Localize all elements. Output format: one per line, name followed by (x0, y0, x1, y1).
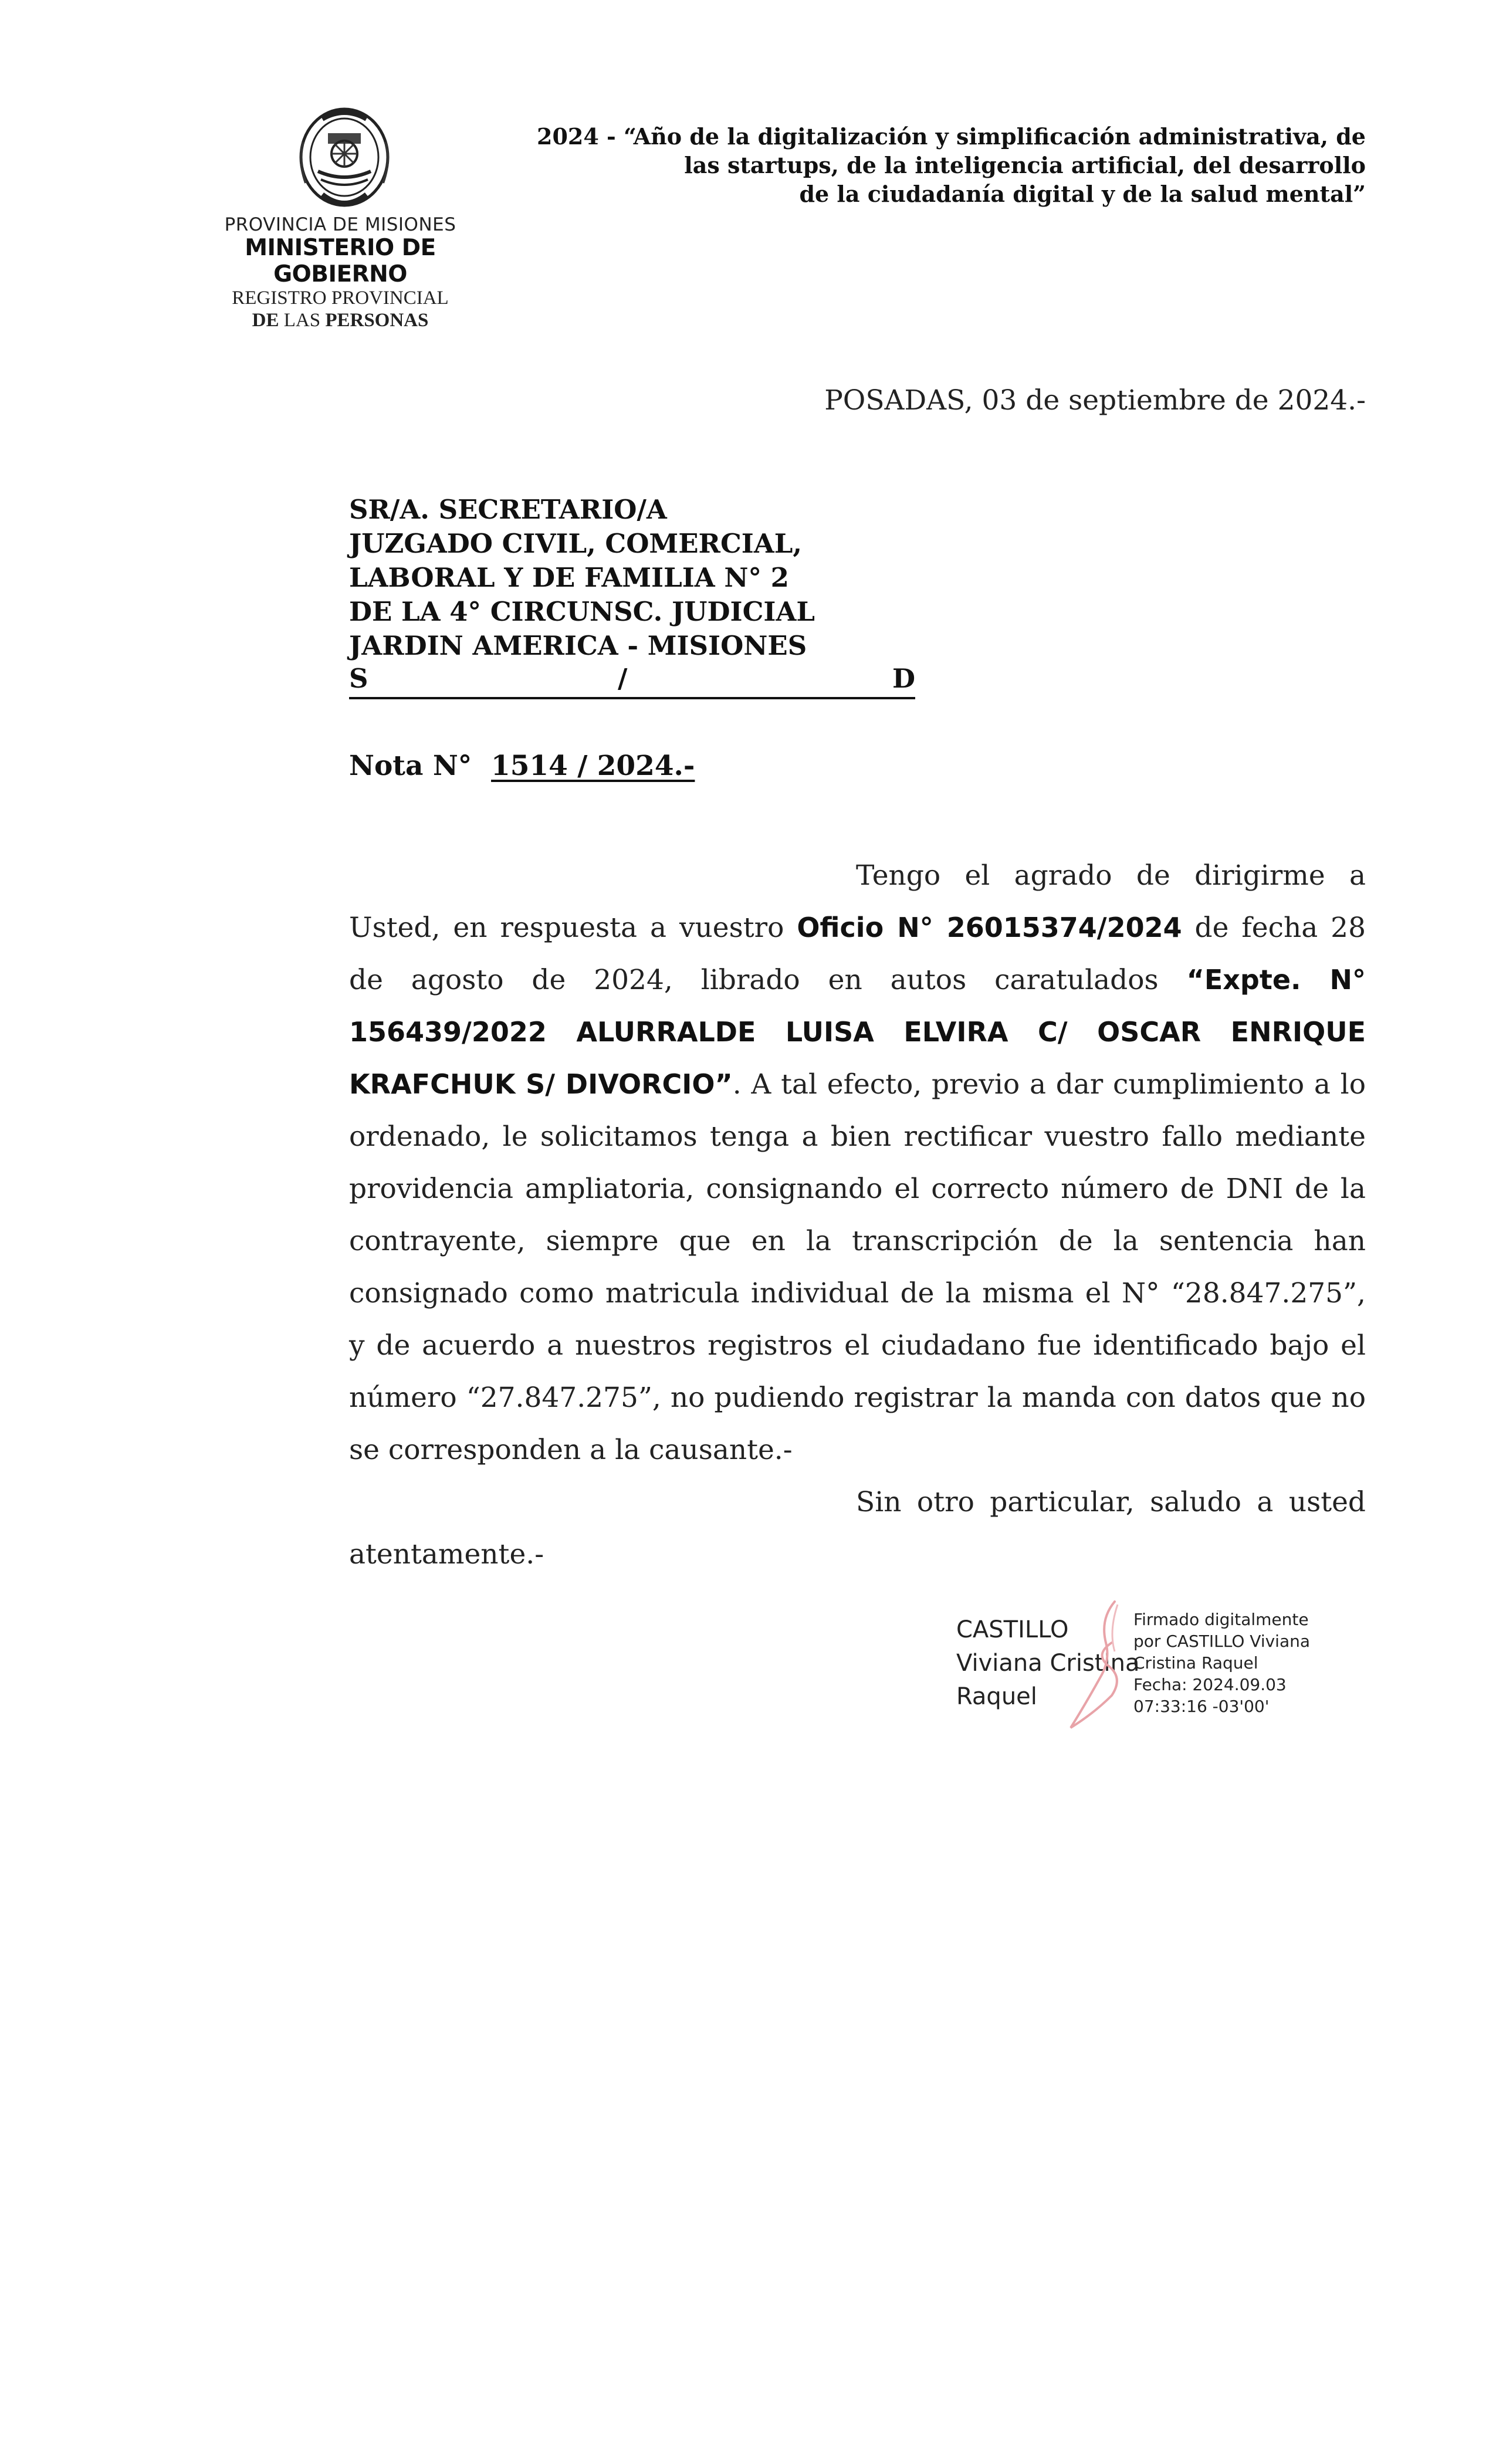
note-value: 1514 / 2024.- (491, 750, 695, 782)
sd-s: S (349, 663, 368, 694)
signer-name-line: Raquel (956, 1683, 1037, 1710)
addressee-line: JARDIN AMERICA - MISIONES (349, 630, 807, 661)
motto-line: de la ciudadanía digital y de la salud mental” (799, 181, 1366, 207)
body-paragraph-2: Sin otro particular, saludo a usted atentamente.- (349, 1486, 1366, 1571)
provincial-seal-icon (286, 101, 403, 218)
registry-line-1: REGISTRO PROVINCIAL (232, 287, 449, 309)
sd-line (349, 663, 915, 699)
registry-line-2-c: PERSONAS (325, 310, 429, 331)
sig-info-line: Cristina Raquel (1133, 1653, 1258, 1673)
registry-line-2 (194, 310, 487, 331)
addressee-line: LABORAL Y DE FAMILIA N° 2 (349, 562, 789, 593)
addressee-line: SR/A. SECRETARIO/A (349, 494, 667, 525)
addressee-line: DE LA 4° CIRCUNSC. JUDICIAL (349, 596, 815, 627)
sd-slash: / (618, 663, 628, 694)
body-text: . A tal efecto, previo a dar cumplimiento a lo ordenado, le solicitamos tenga a bien rectificar vuestro fallo mediante providencia ampliatoria, consignando el correcto número de DNI de la contrayente, siempre que en la transcripción de la sentencia han consignado como matricula individual de la misma el N° “28.847.275”, y de acuerdo a nuestros registros el ciudadano fue identificado bajo el número “27.847.275”, no pudiendo registrar la manda con datos que no se corresponden a la causante.- (349, 1068, 1366, 1466)
signer-name-line: Viviana Cristina (956, 1650, 1140, 1677)
sig-info-line: Firmado digitalmente (1133, 1610, 1309, 1629)
org-line-ministry: MINISTERIO DE GOBIERNO (245, 235, 436, 287)
date-line: POSADAS, 03 de septiembre de 2024.- (824, 384, 1366, 417)
oficio-number: Oficio N° 26015374/2024 (797, 912, 1182, 943)
body-text: Tengo el agrado de dirigirme a Usted, en respuesta a vuestro (349, 859, 1366, 944)
motto-line: las startups, de la inteligencia artificial, del desarrollo (684, 152, 1366, 178)
addressee-line: JUZGADO CIVIL, COMERCIAL, (349, 528, 803, 559)
case-caption: “Expte. N° 156439/2022 ALURRALDE LUISA ELVIRA C/ OSCAR ENRIQUE KRAFCHUK S/ DIVORCIO” (349, 964, 1366, 1100)
body-paragraph-1 (349, 849, 1366, 1476)
letter-body (349, 849, 1366, 1580)
body-text: de fecha 28 de agosto de 2024, librado en autos caratulados (349, 912, 1366, 996)
note-label: Nota N° (349, 750, 472, 782)
sig-info-line: Fecha: 2024.09.03 (1133, 1675, 1287, 1694)
note-number (349, 750, 936, 782)
motto-line: 2024 - “Año de la digitalización y simplificación administrativa, de (537, 123, 1366, 150)
sig-info-line: por CASTILLO Viviana (1133, 1632, 1311, 1651)
digital-signature-info (1133, 1609, 1368, 1717)
signer-name-line: CASTILLO (956, 1616, 1069, 1643)
registry-line-2-a: DE (252, 310, 279, 331)
signature-flourish-icon (1059, 1596, 1135, 1737)
sd-d: D (892, 663, 915, 694)
registry-line-2-b: LAS (279, 310, 326, 331)
org-line-province: PROVINCIA DE MISIONES (224, 214, 456, 235)
year-motto (486, 122, 1366, 208)
sig-info-line: 07:33:16 -03'00' (1133, 1697, 1270, 1716)
addressee-block (349, 493, 936, 663)
